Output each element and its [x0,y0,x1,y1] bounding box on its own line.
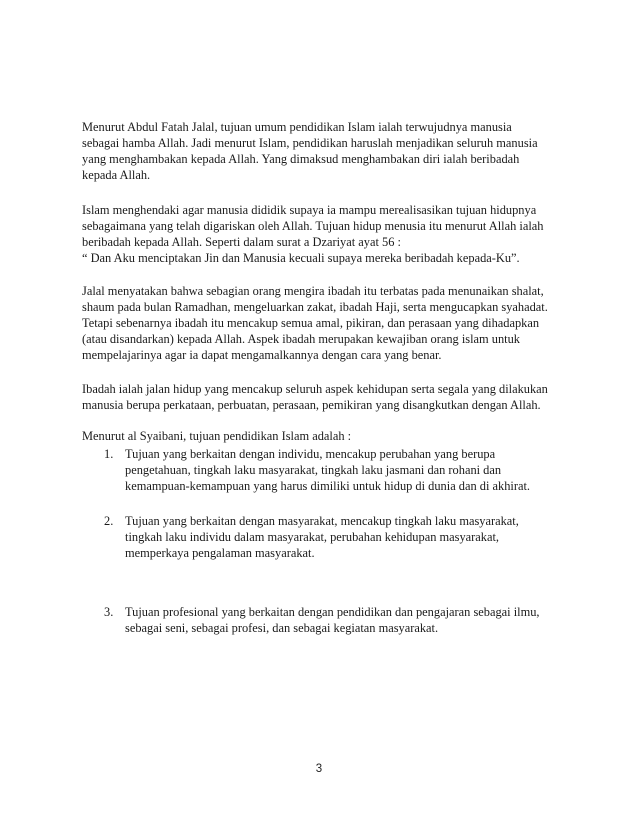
list-item-1 [104,446,554,494]
quote-surat-dzariyat: “ Dan Aku menciptakan Jin dan Manusia kecuali supaya mereka beribadah kepada-Ku”. [82,251,520,265]
paragraph-jalal-menyatakan: Jalal menyatakan bahwa sebagian orang mengira ibadah itu terbatas pada menunaikan shalat, shaum pada bulan Ramadhan, mengeluarkan zakat, ibadah Haji, serta mengucapkan syahadat. Tetapi sebenarnya ibadah itu mencakup semua amal, pikiran, dan perasaan yang dihadapkan (atau disandarkan) kepada Allah. Aspek ibadah merupakan kewajiban orang islam untuk mempelajarinya agar ia dapat mengamalkannya dengan cara yang benar. [82,284,548,362]
list-text: Tujuan yang berkaitan dengan masyarakat, mencakup tingkah laku masyarakat, tingkah laku individu dalam masyarakat, perubahan kehidupan masyarakat, memperkaya pengalaman masyarakat. [125,514,519,560]
paragraph-menurut-al-syaibani: Menurut al Syaibani, tujuan pendidikan Islam adalah : [82,429,352,443]
list-text: Tujuan profesional yang berkaitan dengan pendidikan dan pengajaran sebagai ilmu, sebagai seni, sebagai profesi, dan sebagai kegiatan masyarakat. [125,605,540,635]
list-item-2 [104,513,554,561]
list-number: 2. [104,514,114,528]
list-item-3 [104,604,554,636]
paragraph-islam-menghendaki: Islam menghendaki agar manusia dididik supaya ia mampu merealisasikan tujuan hidupnya sebagaimana yang telah digariskan oleh Allah. Tujuan hidup menusia itu menurut Allah ialah beribadah kepada Allah. Seperti dalam surat a Dzariyat ayat 56 : [82,203,544,249]
page-number: 3 [315,763,323,775]
list-text: Tujuan yang berkaitan dengan individu, mencakup perubahan yang berupa pengetahuan, tingkah laku masyarakat, tingkah laku jasmani dan rohani dan kemampuan-kemampuan yang harus dimiliki untuk hidup di dunia dan di akhirat. [125,447,531,493]
paragraph-ibadah-ialah: Ibadah ialah jalan hidup yang mencakup seluruh aspek kehidupan serta segala yang dilakukan manusia berupa perkataan, perbuatan, perasaan, pemikiran yang disangkutkan dengan Allah. [82,382,548,412]
paragraph-abdul-fatah-jalal: Menurut Abdul Fatah Jalal, tujuan umum pendidikan Islam ialah terwujudnya manusia sebagai hamba Allah. Jadi menurut Islam, pendidikan haruslah menjadikan seluruh manusia yang menghambakan kepada Allah. Yang dimaksud menghambakan diri ialah beribadah kepada Allah. [82,120,538,182]
list-number: 1. [104,447,114,461]
list-number: 3. [104,605,114,619]
